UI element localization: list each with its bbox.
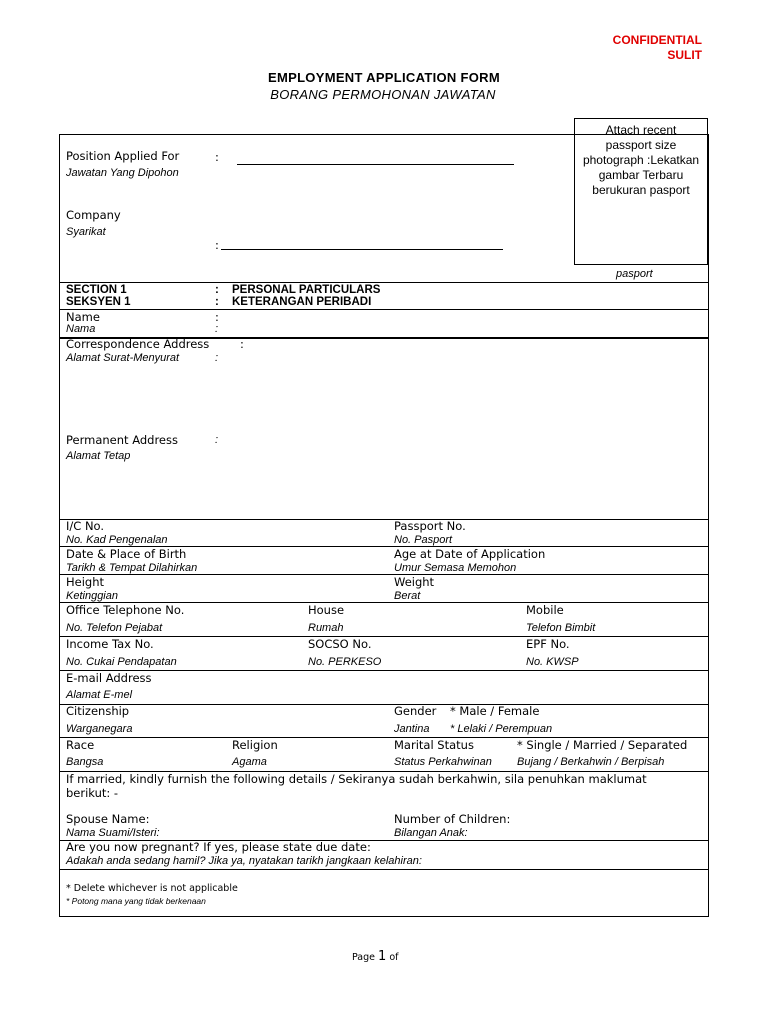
position-input-line[interactable]	[237, 164, 514, 165]
ic-label-ms: No. Kad Pengenalan	[66, 534, 168, 546]
section-label-ms: SEKSYEN 1	[66, 296, 131, 308]
passport-label-ms: No. Pasport	[394, 534, 453, 546]
ic-label: I/C No.	[66, 519, 105, 533]
race-label-ms: Bangsa	[66, 756, 104, 768]
weight-label: Weight	[394, 575, 435, 589]
confidential-ms: SULIT	[667, 48, 702, 62]
page-of: of	[389, 952, 399, 963]
gender-label: Gender	[394, 704, 437, 718]
confidential-label	[613, 33, 702, 63]
weight-label-ms: Berat	[394, 590, 421, 602]
dob-label: Date & Place of Birth	[66, 547, 187, 561]
company-input-line[interactable]	[221, 249, 503, 250]
page-number	[352, 949, 399, 964]
page-label: Page	[352, 952, 375, 963]
form-title: EMPLOYMENT APPLICATION FORM	[268, 70, 500, 85]
pregnant-question-ms: Adakah anda sedang hamil? Jika ya, nyatakan tarikh jangkaan kelahiran:	[66, 855, 422, 867]
pregnant-question: Are you now pregnant? If yes, please state due date:	[66, 840, 371, 854]
mobile-label: Mobile	[526, 603, 564, 617]
gender-options[interactable]: * Male / Female	[450, 704, 540, 718]
name-colon: :	[215, 310, 219, 324]
marital-label: Marital Status	[394, 738, 474, 752]
citizenship-label: Citizenship	[66, 704, 130, 718]
socso-label-ms: No. PERKESO	[308, 656, 382, 668]
company-label: Company	[66, 208, 121, 222]
height-label-ms: Ketinggian	[66, 590, 118, 602]
position-label-ms: Jawatan Yang Dipohon	[66, 167, 179, 179]
married-note: If married, kindly furnish the following details / Sekiranya sudah berkahwin, sila penuhkan maklumat	[66, 772, 647, 786]
house-tel-label: House	[308, 603, 345, 617]
permanent-colon: :	[215, 434, 219, 446]
citizenship-label-ms: Warganegara	[66, 723, 133, 735]
religion-label: Religion	[232, 738, 278, 752]
photo-caption: pasport	[616, 268, 653, 280]
section-title-ms: KETERANGAN PERIBADI	[232, 296, 372, 308]
children-label: Number of Children:	[394, 812, 511, 826]
gender-label-ms: Jantina	[394, 723, 430, 735]
company-colon: :	[215, 238, 219, 252]
marital-options-ms[interactable]: Bujang / Berkahwin / Berpisah	[517, 756, 665, 768]
dob-label-ms: Tarikh & Tempat Dilahirkan	[66, 562, 198, 574]
epf-label: EPF No.	[526, 637, 570, 651]
section-label: SECTION 1	[66, 284, 127, 296]
race-label: Race	[66, 738, 95, 752]
section-colon: :	[215, 284, 219, 296]
house-tel-label-ms: Rumah	[308, 622, 344, 634]
email-label-ms: Alamat E-mel	[66, 689, 133, 701]
tax-label: Income Tax No.	[66, 637, 154, 651]
position-label: Position Applied For	[66, 149, 180, 163]
marital-label-ms: Status Perkahwinan	[394, 756, 492, 768]
office-tel-label-ms: No. Telefon Pejabat	[66, 622, 163, 634]
permanent-address-label: Permanent Address	[66, 433, 178, 447]
name-label: Name	[66, 310, 100, 324]
gender-options-ms[interactable]: * Lelaki / Perempuan	[450, 723, 553, 735]
tax-label-ms: No. Cukai Pendapatan	[66, 656, 177, 668]
delete-note-ms: * Potong mana yang tidak berkenaan	[66, 896, 206, 906]
age-label-ms: Umur Semasa Memohon	[394, 562, 517, 574]
correspondence-colon: :	[240, 337, 244, 351]
children-label-ms: Bilangan Anak:	[394, 827, 468, 839]
correspondence-address-input[interactable]	[250, 340, 700, 430]
marital-options[interactable]: * Single / Married / Separated	[517, 738, 688, 752]
name-input[interactable]	[232, 311, 702, 336]
passport-label: Passport No.	[394, 519, 466, 533]
correspondence-address-label-ms: Alamat Surat-Menyurat	[66, 352, 180, 364]
name-label-ms: Nama	[66, 323, 96, 335]
socso-label: SOCSO No.	[308, 637, 372, 651]
form-subtitle: BORANG PERMOHONAN JAWATAN	[270, 87, 496, 102]
permanent-address-label-ms: Alamat Tetap	[66, 450, 131, 462]
spouse-label-ms: Nama Suami/Isteri:	[66, 827, 160, 839]
epf-label-ms: No. KWSP	[526, 656, 579, 668]
correspondence-address-label: Correspondence Address	[66, 337, 210, 351]
religion-label-ms: Agama	[232, 756, 267, 768]
form-border	[59, 134, 709, 917]
mobile-label-ms: Telefon Bimbit	[526, 622, 596, 634]
delete-note: * Delete whichever is not applicable	[66, 883, 238, 894]
correspondence-colon-ms: :	[215, 352, 219, 364]
photo-instructions: Attach recent passport size photograph :Lekatkan gambar Terbaru berukuran pasport	[582, 123, 700, 197]
age-label: Age at Date of Application	[394, 547, 546, 561]
section-colon-ms: :	[215, 296, 219, 308]
permanent-address-input[interactable]	[232, 432, 702, 517]
section-title: PERSONAL PARTICULARS	[232, 284, 381, 296]
spouse-label: Spouse Name:	[66, 812, 150, 826]
position-colon: :	[215, 150, 219, 164]
email-label: E-mail Address	[66, 671, 152, 685]
married-note-2: berikut: -	[66, 786, 119, 800]
name-colon-ms: :	[215, 323, 219, 335]
company-label-ms: Syarikat	[66, 226, 106, 238]
confidential-en: CONFIDENTIAL	[612, 33, 702, 47]
office-tel-label: Office Telephone No.	[66, 603, 185, 617]
height-label: Height	[66, 575, 105, 589]
page-current: 1	[378, 949, 387, 964]
